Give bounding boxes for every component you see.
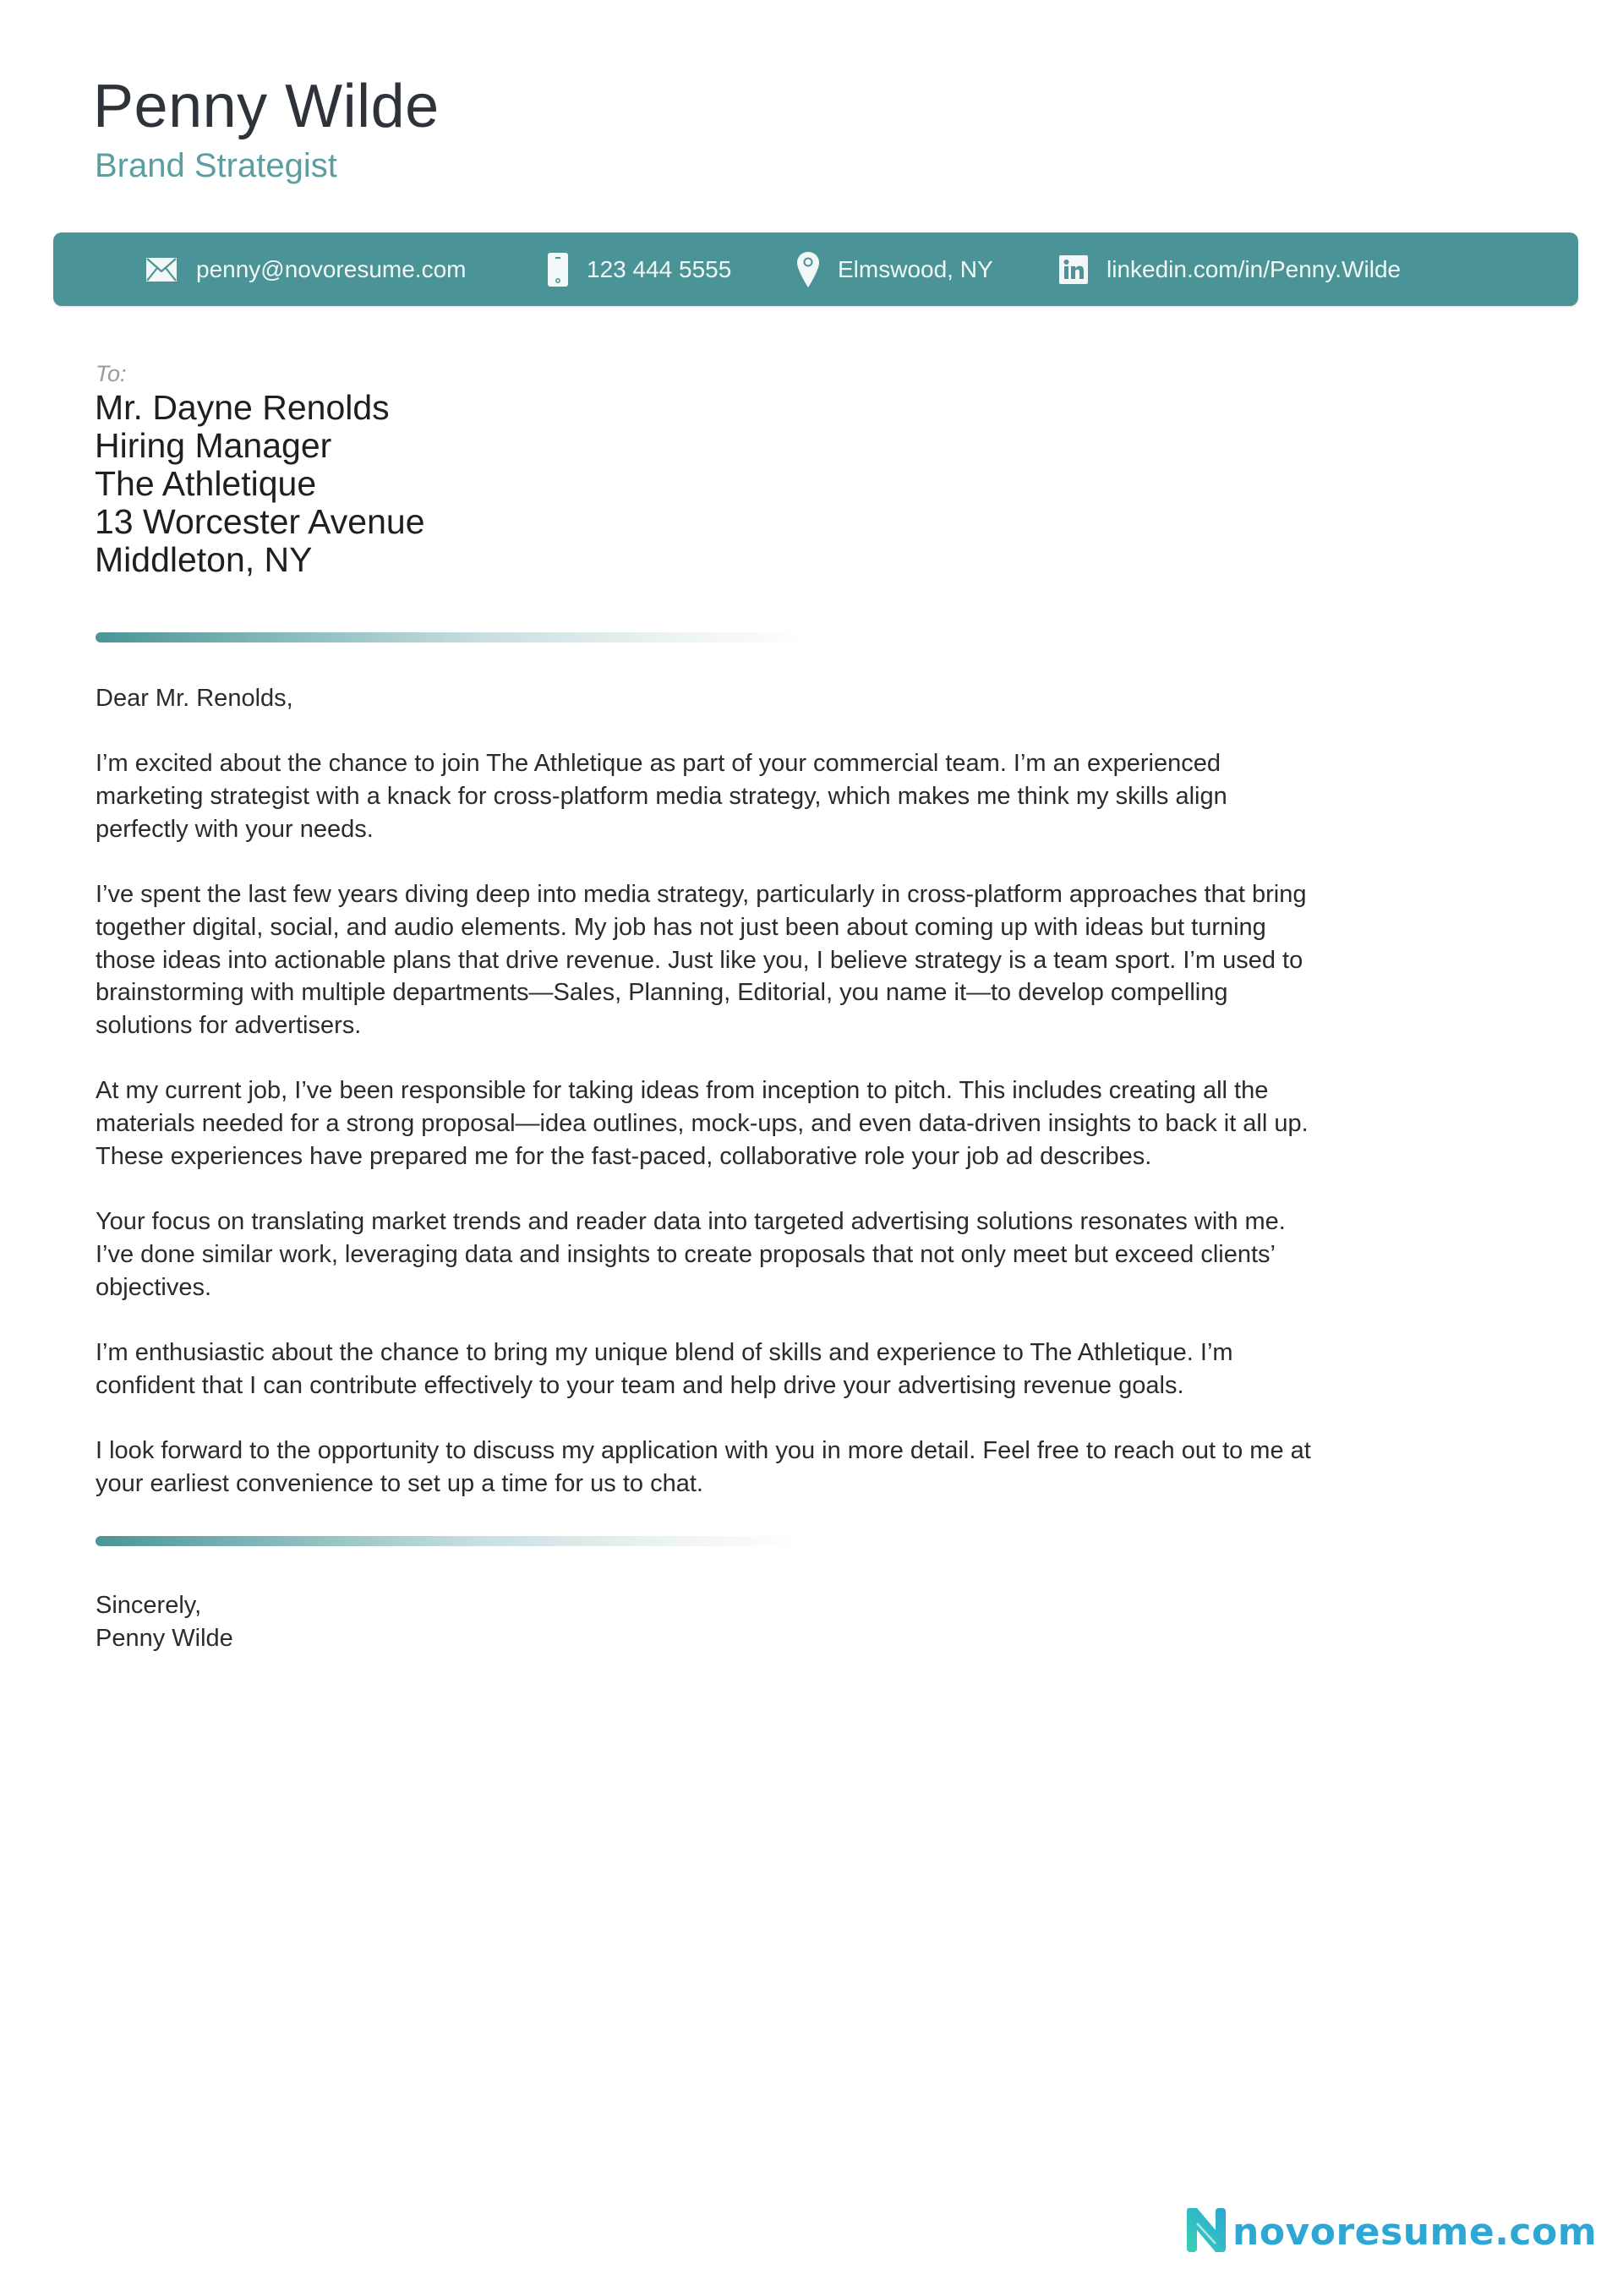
linkedin-text[interactable]: linkedin.com/in/Penny.Wilde [1107,255,1402,282]
recipient-street: 13 Worcester Avenue [95,502,425,541]
paragraph-1: I’m excited about the chance to join The Athletique as part of your commercial team. I’m an experienced marketing strategist with a knack for cross-platform media strategy, which makes me think my skills align perfectly with your needs. [96,750,1227,843]
letter-body [96,682,1311,1533]
recipient-name: Mr. Dayne Renolds [95,388,390,427]
applicant-name: Penny Wilde [93,73,440,140]
bottom-divider [96,1536,797,1546]
applicant-title: Brand Strategist [95,147,337,184]
novoresume-logo-text: novoresume.com [1232,2210,1598,2254]
closing: Sincerely, [96,1592,202,1619]
paragraph-5: I’m enthusiastic about the chance to bring my unique blend of skills and experience to The Athletique. I’m confident that I can contribute effectively to your team and help drive your advertising revenue goals. [96,1338,1233,1399]
map-pin-icon [797,252,819,287]
phone-icon [548,253,568,287]
top-divider [96,632,806,642]
location-text: Elmswood, NY [838,255,993,282]
recipient-city: Middleton, NY [95,540,313,579]
recipient-company: The Athletique [95,464,317,503]
recipient-address [95,389,425,579]
novoresume-logo[interactable] [1185,2206,1597,2258]
paragraph-6: I look forward to the opportunity to discuss my application with you in more detail. Feel free to reach out to me at your earliest convenience to set up a time for us to chat. [96,1437,1311,1497]
paragraph-2: I’ve spent the last few years diving deep into media strategy, particularly in cross-platform approaches that bring together digital, social, and audio elements. My job has not just been about coming up with ideas but turning those ideas into actionable plans that drive revenue. Just like you, I believe strategy is a team sport. I’m used to brainstorming with multiple departments—Sales, Planning, Editorial, you name it—to develop compelling solutions for advertisers. [96,881,1307,1039]
signature: Penny Wilde [96,1624,233,1652]
contact-linkedin[interactable] [1059,232,1401,306]
novoresume-n-icon [1185,2206,1227,2258]
contact-email[interactable] [146,232,466,306]
paragraph-4: Your focus on translating market trends and reader data into targeted advertising solutions resonates with me. I’ve done similar work, leveraging data and insights to create proposals that not only meet but exceed clients’ objectives. [96,1208,1286,1301]
email-text: penny@novoresume.com [196,255,467,282]
paragraph-3: At my current job, I’ve been responsible for taking ideas from inception to pitch. This includes creating all the materials needed for a strong proposal—idea outlines, mock-ups, and even data-driven insights to back it all up. These experiences have prepared me for the fast-paced, collaborative role your job ad describes. [96,1077,1309,1170]
envelope-icon [146,258,177,282]
contact-bar [53,232,1578,306]
salutation: Dear Mr. Renolds, [96,685,293,712]
closing-block [96,1589,233,1654]
linkedin-icon [1059,255,1088,284]
to-label: To: [96,361,127,386]
phone-text: 123 444 5555 [587,255,732,282]
contact-phone[interactable] [548,232,731,306]
contact-location[interactable] [797,232,993,306]
recipient-position: Hiring Manager [95,426,332,465]
